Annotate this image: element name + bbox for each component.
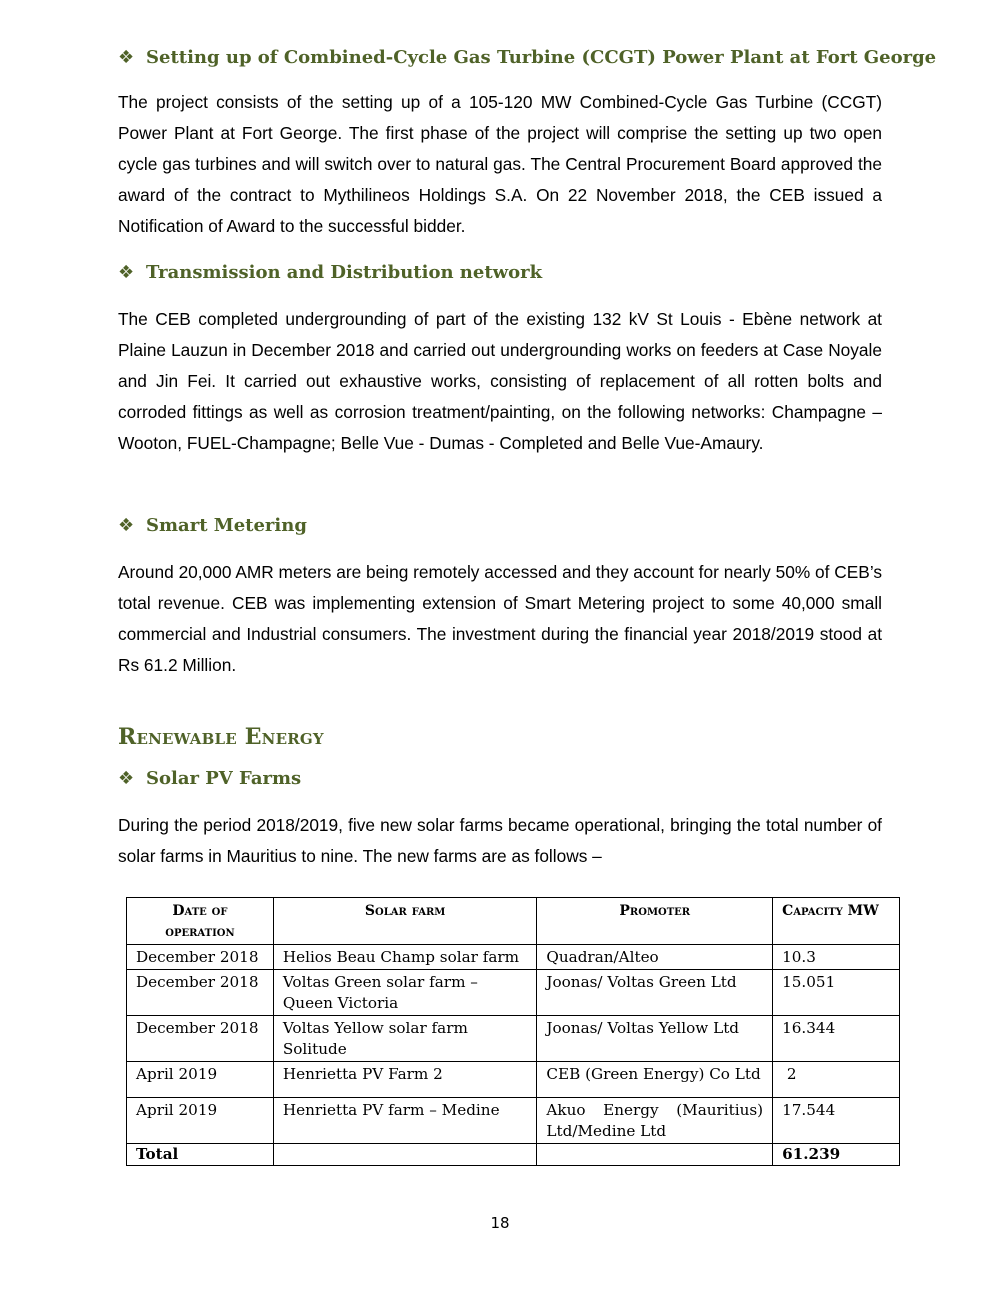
total-capacity: 61.239 xyxy=(773,1144,900,1166)
total-empty-cell xyxy=(537,1144,773,1166)
cell-promoter: Akuo Energy (Mauritius) Ltd/Medine Ltd xyxy=(537,1098,773,1144)
transmission-paragraph: The CEB completed undergrounding of part of the existing 132 kV St Louis - Ebène network at Plaine Lauzun in December 2018 and carried out undergrounding works on feeders at Case Noyale and Jin Fei. It carried out exhaustive works, consisting of replacement of all rotten bolts and corroded fittings as well as corrosion treatment/painting, on the following networks: Champagne – Wooton, FUEL-Champagne; Belle Vue - Dumas - Completed and Belle Vue-Amaury. xyxy=(118,309,882,453)
cell-promoter: Joonas/ Voltas Yellow Ltd xyxy=(537,1016,773,1062)
header-promoter: Promoter xyxy=(537,898,773,945)
cell-date: April 2019 xyxy=(127,1062,274,1098)
diamond-bullet-icon: ❖ xyxy=(118,47,135,68)
table-header-row xyxy=(127,898,900,945)
smart-metering-heading-text: Smart Metering xyxy=(146,515,307,536)
transmission-heading xyxy=(118,262,542,283)
diamond-bullet-icon: ❖ xyxy=(118,768,135,789)
table-row xyxy=(127,1016,900,1062)
table-row xyxy=(127,1098,900,1144)
ccgt-paragraph: The project consists of the setting up of a 105-120 MW Combined-Cycle Gas Turbine (CCGT) Power Plant at Fort George. The first phase of the project will comprise the setting up two open cycle gas turbines and will switch over to natural gas. The Central Procurement Board approved the award of the contract to Mythilineos Holdings S.A. On 22 November 2018, the CEB issued a Notification of Award to the successful bidder. xyxy=(118,92,882,236)
cell-capacity: 15.051 xyxy=(773,970,900,1016)
cell-capacity: 2 xyxy=(773,1062,900,1098)
transmission-heading-text: Transmission and Distribution network xyxy=(146,262,543,283)
cell-capacity: 16.344 xyxy=(773,1016,900,1062)
smart-metering-heading xyxy=(118,515,307,536)
cell-solar-farm: Voltas Green solar farm – Queen Victoria xyxy=(273,970,537,1016)
table-row xyxy=(127,1062,900,1098)
cell-promoter: Joonas/ Voltas Green Ltd xyxy=(537,970,773,1016)
cell-capacity: 10.3 xyxy=(773,945,900,970)
diamond-bullet-icon: ❖ xyxy=(118,515,135,536)
cell-date: April 2019 xyxy=(127,1098,274,1144)
renewable-energy-heading: Renewable Energy xyxy=(118,724,324,750)
table-row xyxy=(127,970,900,1016)
table-row xyxy=(127,945,900,970)
cell-date: December 2018 xyxy=(127,1016,274,1062)
cell-date: December 2018 xyxy=(127,945,274,970)
cell-promoter: Quadran/Alteo xyxy=(537,945,773,970)
total-label: Total xyxy=(127,1144,274,1166)
solar-pv-paragraph: During the period 2018/2019, five new solar farms became operational, bringing the total number of solar farms in Mauritius to nine. The new farms are as follows – xyxy=(118,815,882,866)
page-number: 18 xyxy=(490,1214,510,1232)
ccgt-heading xyxy=(118,47,936,68)
header-capacity: Capacity MW xyxy=(773,898,900,945)
diamond-bullet-icon: ❖ xyxy=(118,262,135,283)
total-empty-cell xyxy=(273,1144,537,1166)
table-total-row xyxy=(127,1144,900,1166)
cell-capacity: 17.544 xyxy=(773,1098,900,1144)
cell-date: December 2018 xyxy=(127,970,274,1016)
cell-solar-farm: Henrietta PV Farm 2 xyxy=(273,1062,537,1098)
cell-solar-farm: Helios Beau Champ solar farm xyxy=(273,945,537,970)
smart-metering-paragraph: Around 20,000 AMR meters are being remotely accessed and they account for nearly 50% of CEB’s total revenue. CEB was implementing extension of Smart Metering project to some 40,000 small commercial and Industrial consumers. The investment during the financial year 2018/2019 stood at Rs 61.2 Million. xyxy=(118,562,882,675)
cell-solar-farm: Henrietta PV farm – Medine xyxy=(273,1098,537,1144)
solar-pv-heading xyxy=(118,768,301,789)
ccgt-heading-text: Setting up of Combined-Cycle Gas Turbine (CCGT) Power Plant at Fort George xyxy=(146,47,937,68)
solar-farms-table xyxy=(126,897,900,1166)
header-solar-farm: Solar farm xyxy=(273,898,537,945)
solar-pv-heading-text: Solar PV Farms xyxy=(146,768,302,789)
cell-solar-farm: Voltas Yellow solar farm Solitude xyxy=(273,1016,537,1062)
header-date: Date of operation xyxy=(127,898,274,945)
cell-promoter: CEB (Green Energy) Co Ltd xyxy=(537,1062,773,1098)
